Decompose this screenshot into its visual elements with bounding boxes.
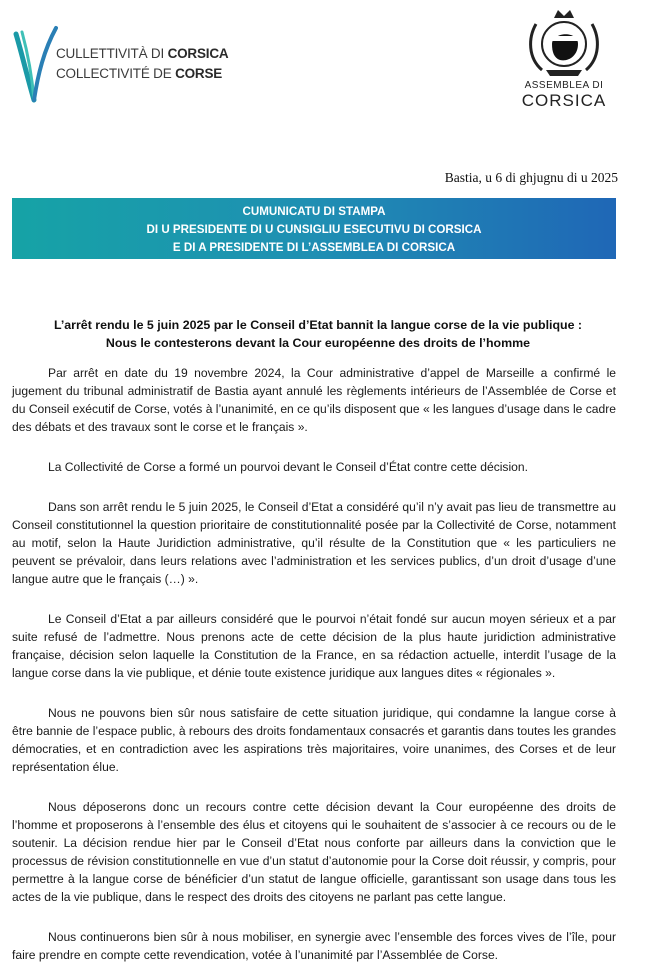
check-mark-logo-icon xyxy=(12,24,58,104)
body-text xyxy=(12,364,616,964)
logo-line-french: COLLECTIVITÉ DE CORSE xyxy=(56,66,223,81)
paragraph-5: Nous ne pouvons bien sûr nous satisfaire de cette situation juridique, qui condamne la langue corse à être bannie de l’espace public, à rebours des droits fondamentaux consacrés et garantis dans toutes les grandes démocraties, et en contradiction avec les aspirations très majoritaires, voire unanimes, des Corses et de leur représentation élue. xyxy=(12,706,616,774)
paragraph-1: Par arrêt en date du 19 novembre 2024, la Cour administrative d’appel de Marseille a confirmé le jugement du tribunal administratif de Bastia ayant annulé les règlements intérieurs de l’Assemblée de Corse et du Conseil exécutif de Corse, votés à l’unanimité, en ce qu’ils disposent que « les langues d’usage dans le cadre des débats et des travaux sont le corse et le français ». xyxy=(12,366,616,434)
banner-line-1: CUMUNICATU DI STAMPA xyxy=(242,205,386,218)
collectivite-de-corse-logo xyxy=(12,24,229,104)
paragraph-4: Le Conseil d’Etat a par ailleurs considéré que le pourvoi n’était fondé sur aucun moyen sérieux et a par suite refusé de l’admettre. Nous prenons acte de cette décision de la plus haute juridiction administrative française, décision selon laquelle la Constitution de la France, en sa rédaction actuelle, interdit l’usage de la langue corse dans la vie publique, et dénie toute existence juridique aux langues dites « régionales ». xyxy=(12,612,616,680)
headline xyxy=(20,316,616,352)
moor-head-emblem-icon xyxy=(516,4,612,80)
assemblea-di-corsica-logo xyxy=(514,4,614,114)
paragraph-2: La Collectivité de Corse a formé un pourvoi devant le Conseil d’État contre cette décision. xyxy=(48,460,528,474)
paragraph-7: Nous continuerons bien sûr à nous mobiliser, en synergie avec l’ensemble des forces vives de l’île, pour faire prendre en compte cette revendication, votée à l’unanimité par l’Assemblée de Corse. xyxy=(12,930,616,962)
headline-line-2: Nous le contesterons devant la Cour européenne des droits de l’homme xyxy=(105,336,531,350)
banner-line-3: E DI A PRESIDENTE DI L’ASSEMBLEA DI CORSICA xyxy=(172,241,456,254)
paragraph-6: Nous déposerons donc un recours contre cette décision devant la Cour européenne des droits de l’homme et proposerons à l’ensemble des élus et citoyens qui le souhaitent de s’associer à ce recours ou de le soutenir. La décision rendue hier par le Conseil d’Etat nous conforte par ailleurs dans la conviction que le processus de révision constitutionnelle en vue d’un statut d’autonomie pour la Corse doit réussir, y compris, pour permettre à la langue corse de bénéficier d’un statut de langue officielle, garantissant son usage dans tous les actes de la vie publique, dans le respect des droits des citoyens ne parlant pas cette langue. xyxy=(12,800,616,904)
paragraph-3: Dans son arrêt rendu le 5 juin 2025, le Conseil d’Etat a considéré qu’il n’y avait pas lieu de transmettre au Conseil constitutionnel la question prioritaire de constitutionnalité posée par la Collectivité de Corse, notamment au motif, selon la Haute Juridiction administrative, qu’il résulte de la Constitution que « les particuliers ne peuvent se prévaloir, dans leurs relations avec l’administration et les services publics, d’un droit d’usage d’une langue autre que le français (…) ». xyxy=(12,500,616,586)
banner-line-2: DI U PRESIDENTE DI U CUNSIGLIU ESECUTIVU DI CORSICA xyxy=(146,223,482,236)
headline-line-1: L’arrêt rendu le 5 juin 2025 par le Conseil d’Etat bannit la langue corse de la vie publique : xyxy=(53,318,583,332)
press-release-date: Bastia, u 6 di ghjugnu di u 2025 xyxy=(444,170,618,185)
assemblea-label: ASSEMBLEA DI xyxy=(524,80,604,91)
corsica-label: CORSICA xyxy=(521,91,607,110)
press-release-banner xyxy=(12,198,616,259)
logo-line-corsican: CULLETTIVITÀ DI CORSICA xyxy=(56,46,229,61)
